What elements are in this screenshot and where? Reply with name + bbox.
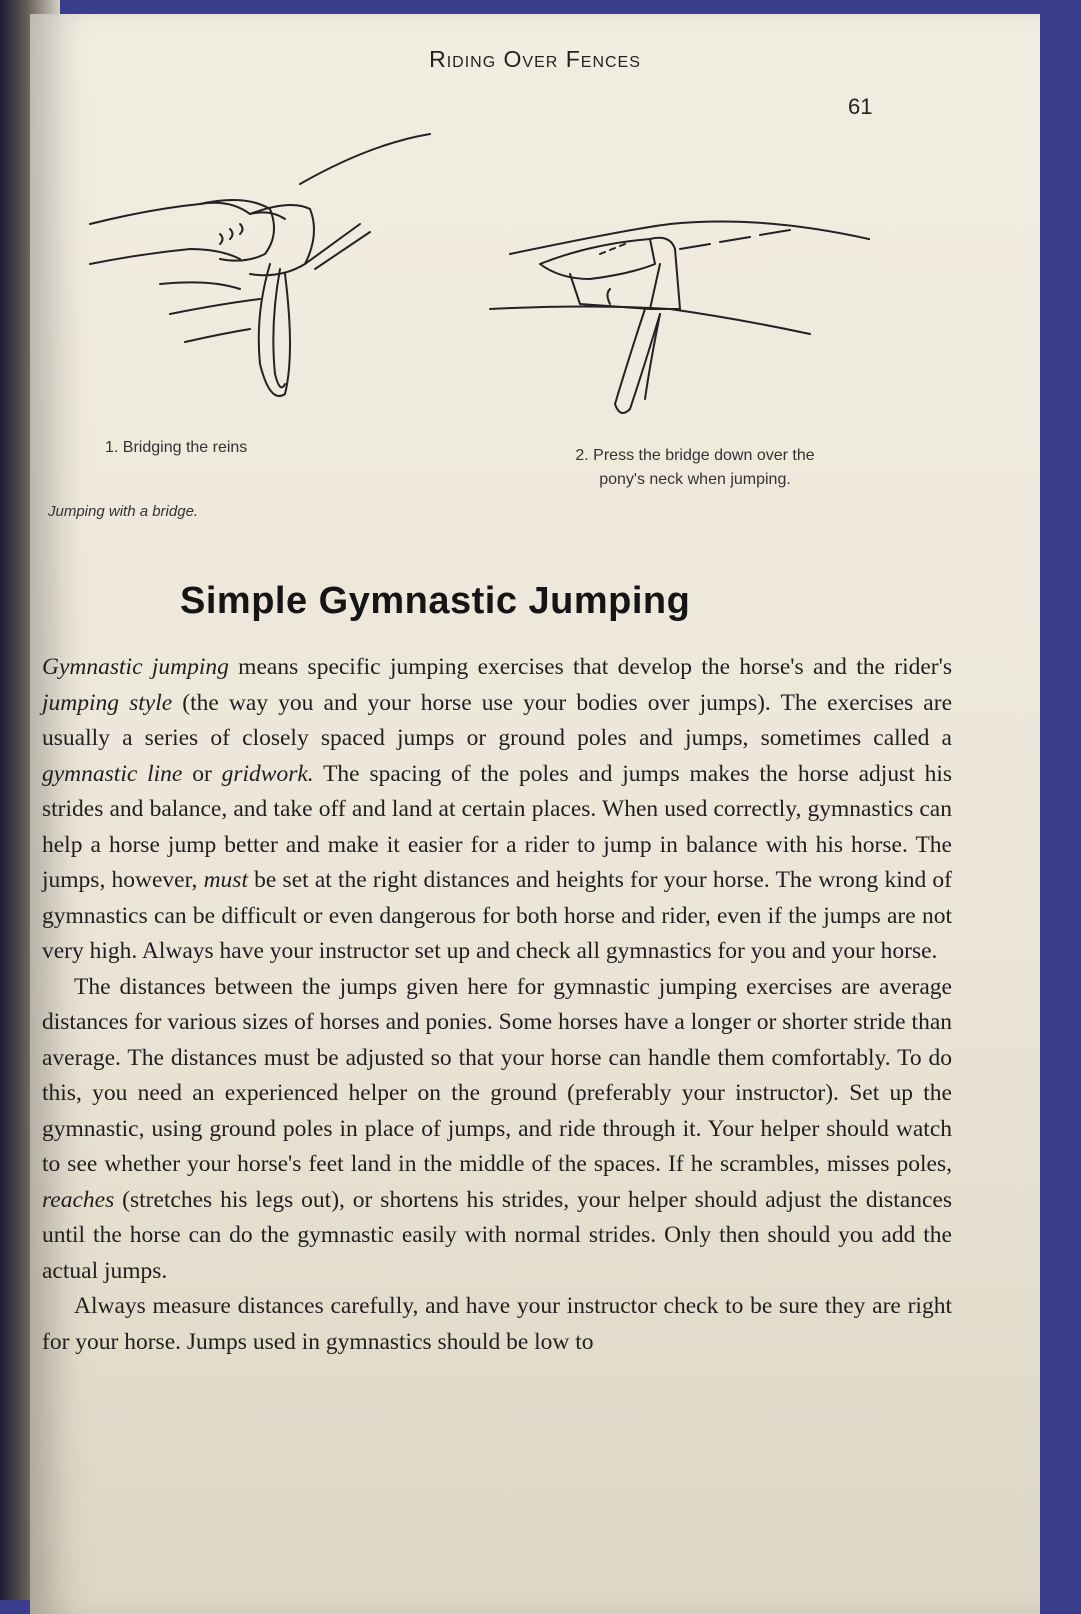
- text-run: The distances between the jumps given here for gymnastic jumping exercises are average distances for various sizes of horses and ponies. Some horses have a longer or shorter stride than average. The distances must be adjusted so that your horse can handle them comfortably. To do this, you need an experienced helper on the ground (preferably your instructor). Set up the gymnastic, using ground poles in place of jumps, and ride through it. Your helper should watch to see whether your horse's feet land in the middle of the spaces. If he scrambles, misses poles,: [42, 973, 952, 1177]
- text-run: The spacing of the poles and jumps makes the horse adjust his strides and balance, and take off and land at certain places. When used correctly, gymnastics can help a horse jump better and make it easier for a rider to jump in balance with his horse. The jumps, however,: [42, 760, 953, 893]
- figure-caption-2: [530, 444, 860, 492]
- text-run: (stretches his legs out), or shortens his strides, your helper should adjust the distances until the horse can do the gymnastic easily with normal strides. Only then should you add the actual jumps.: [42, 1186, 952, 1284]
- text-run: or: [182, 760, 222, 787]
- emphasis-must: must: [203, 867, 248, 893]
- paragraph-2: [42, 970, 952, 1290]
- bridge-illustration: [70, 114, 870, 434]
- paragraph-3: [42, 1289, 952, 1360]
- text-run: means specific jumping exercises that develop the horse's and the rider's: [228, 654, 952, 680]
- paragraph-1: [42, 650, 952, 970]
- term-gridwork: gridwork.: [221, 760, 314, 787]
- term-reaches: reaches: [42, 1186, 115, 1213]
- term-gymnastic-line: gymnastic line: [42, 760, 183, 787]
- bridging-reins-drawing: [90, 134, 430, 396]
- press-bridge-drawing: [490, 222, 870, 414]
- term-gymnastic-jumping: Gymnastic jumping: [42, 654, 229, 680]
- book-page: [30, 14, 1040, 1614]
- figure-caption: Jumping with a bridge.: [48, 503, 199, 520]
- text-run: be set at the right distances and heights for your horse. The wrong kind of gymnastics can be difficult or even dangerous for both horse and rider, even if the jumps are not very high. Always have your instructor set up and check all gymnastics for you and your horse.: [42, 867, 953, 964]
- page-number: 61: [848, 94, 873, 119]
- figure-caption-2-line1: 2. Press the bridge down over the: [575, 447, 815, 464]
- text-run: Always measure distances carefully, and have your instructor check to be sure they are right for your horse. Jumps used in gymnastics should be low to: [42, 1293, 952, 1355]
- term-jumping-style: jumping style: [42, 689, 173, 716]
- figure-caption-2-line2: pony's neck when jumping.: [599, 471, 791, 488]
- text-run: (the way you and your horse use your bodies over jumps). The exercises are usually a series of closely spaced jumps or ground poles and jumps, sometimes called a: [42, 689, 952, 751]
- body-text: [42, 650, 952, 1360]
- figure-caption-1: 1. Bridging the reins: [105, 439, 248, 456]
- running-head: Riding Over Fences: [429, 46, 641, 72]
- section-heading: Simple Gymnastic Jumping: [180, 580, 691, 622]
